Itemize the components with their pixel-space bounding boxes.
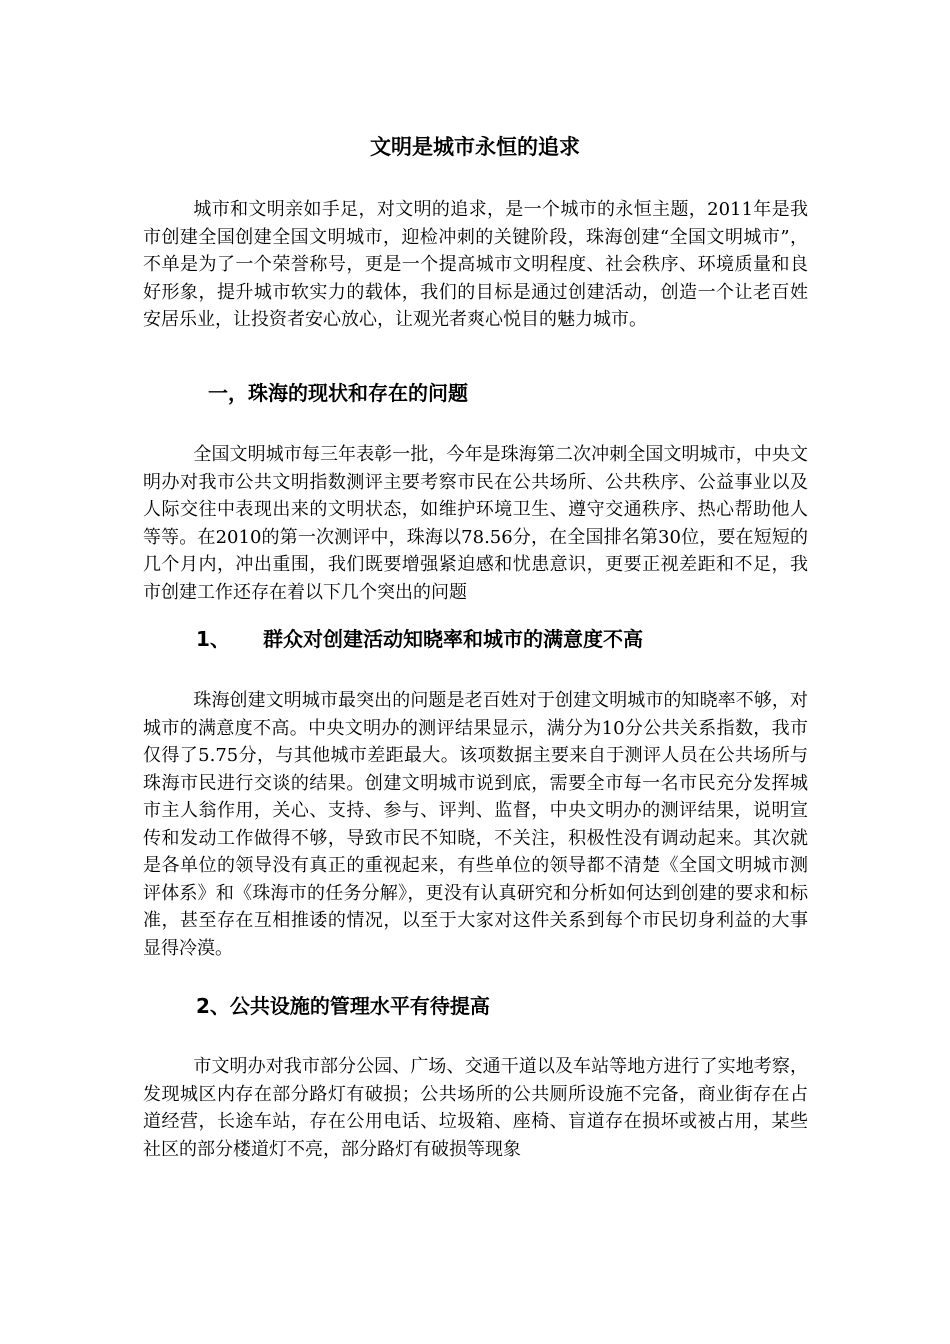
subsection-2-paragraph: 市文明办对我市部分公园、广场、交通干道以及车站等地方进行了实地考察，发现城区内存在部分路灯有破损；公共场所的公共厕所设施不完备，商业街存在占道经营，长途车站，存在公用电话、垃圾箱、座椅、盲道存在损坏或被占用，某些社区的部分楼道灯不亮，部分路灯有破损等现象	[143, 1056, 808, 1160]
subsection-heading-1	[196, 624, 643, 654]
subsection-1-paragraph: 珠海创建文明城市最突出的问题是老百姓对于创建文明城市的知晓率不够，对城市的满意度不高。中央文明办的测评结果显示，满分为10分公共关系指数，我市仅得了5.75分，与其他城市差距最大。该项数据主要来自于测评人员在公共场所与珠海市民进行交谈的结果。创建文明城市说到底，需要全市每一名市民充分发挥城市主人翁作用，关心、支持、参与、评判、监督，中央文明办的测评结果，说明宣传和发动工作做得不够，导致市民不知晓，不关注，积极性没有调动起来。其次就是各单位的领导没有真正的重视起来，有些单位的领导都不清楚《全国文明城市测评体系》和《珠海市的任务分解》，更没有认真研究和分析如何达到创建的要求和标准，甚至存在互相推诿的情况，以至于大家对这件关系到每个市民切身利益的大事显得冷漠。	[143, 690, 808, 959]
document-title: 文明是城市永恒的追求	[370, 135, 580, 159]
intro-paragraph: 城市和文明亲如手足，对文明的追求，是一个城市的永恒主题，2011年是我市创建全国创建全国文明城市，迎检冲刺的关键阶段，珠海创建“全国文明城市”，不单是为了一个荣誉称号，更是一个提高城市文明程度、社会秩序、环境质量和良好形象，提升城市软实力的载体，我们的目标是通过创建活动，创造一个让老百姓安居乐业，让投资者安心放心，让观光者爽心悦目的魅力城市。	[143, 199, 808, 330]
section-heading-1: 一，珠海的现状和存在的问题	[208, 381, 468, 405]
section-1-paragraph: 全国文明城市每三年表彰一批，今年是珠海第二次冲刺全国文明城市，中央文明办对我市公共文明指数测评主要考察市民在公共场所、公共秩序、公益事业以及人际交往中表现出来的文明状态，如维护环境卫生、遵守交通秩序、热心帮助他人等等。在2010的第一次测评中，珠海以78.56分，在全国排名第30位，要在短短的几个月内，冲出重围，我们既要增强紧迫感和忧患意识，更要正视差距和不足，我市创建工作还存在着以下几个突出的问题	[143, 444, 808, 603]
subsection-title-1: 群众对创建活动知晓率和城市的满意度不高	[262, 627, 643, 651]
subsection-heading-2: 2、公共设施的管理水平有待提高	[196, 994, 490, 1018]
subsection-number-1: 1、	[196, 627, 230, 651]
